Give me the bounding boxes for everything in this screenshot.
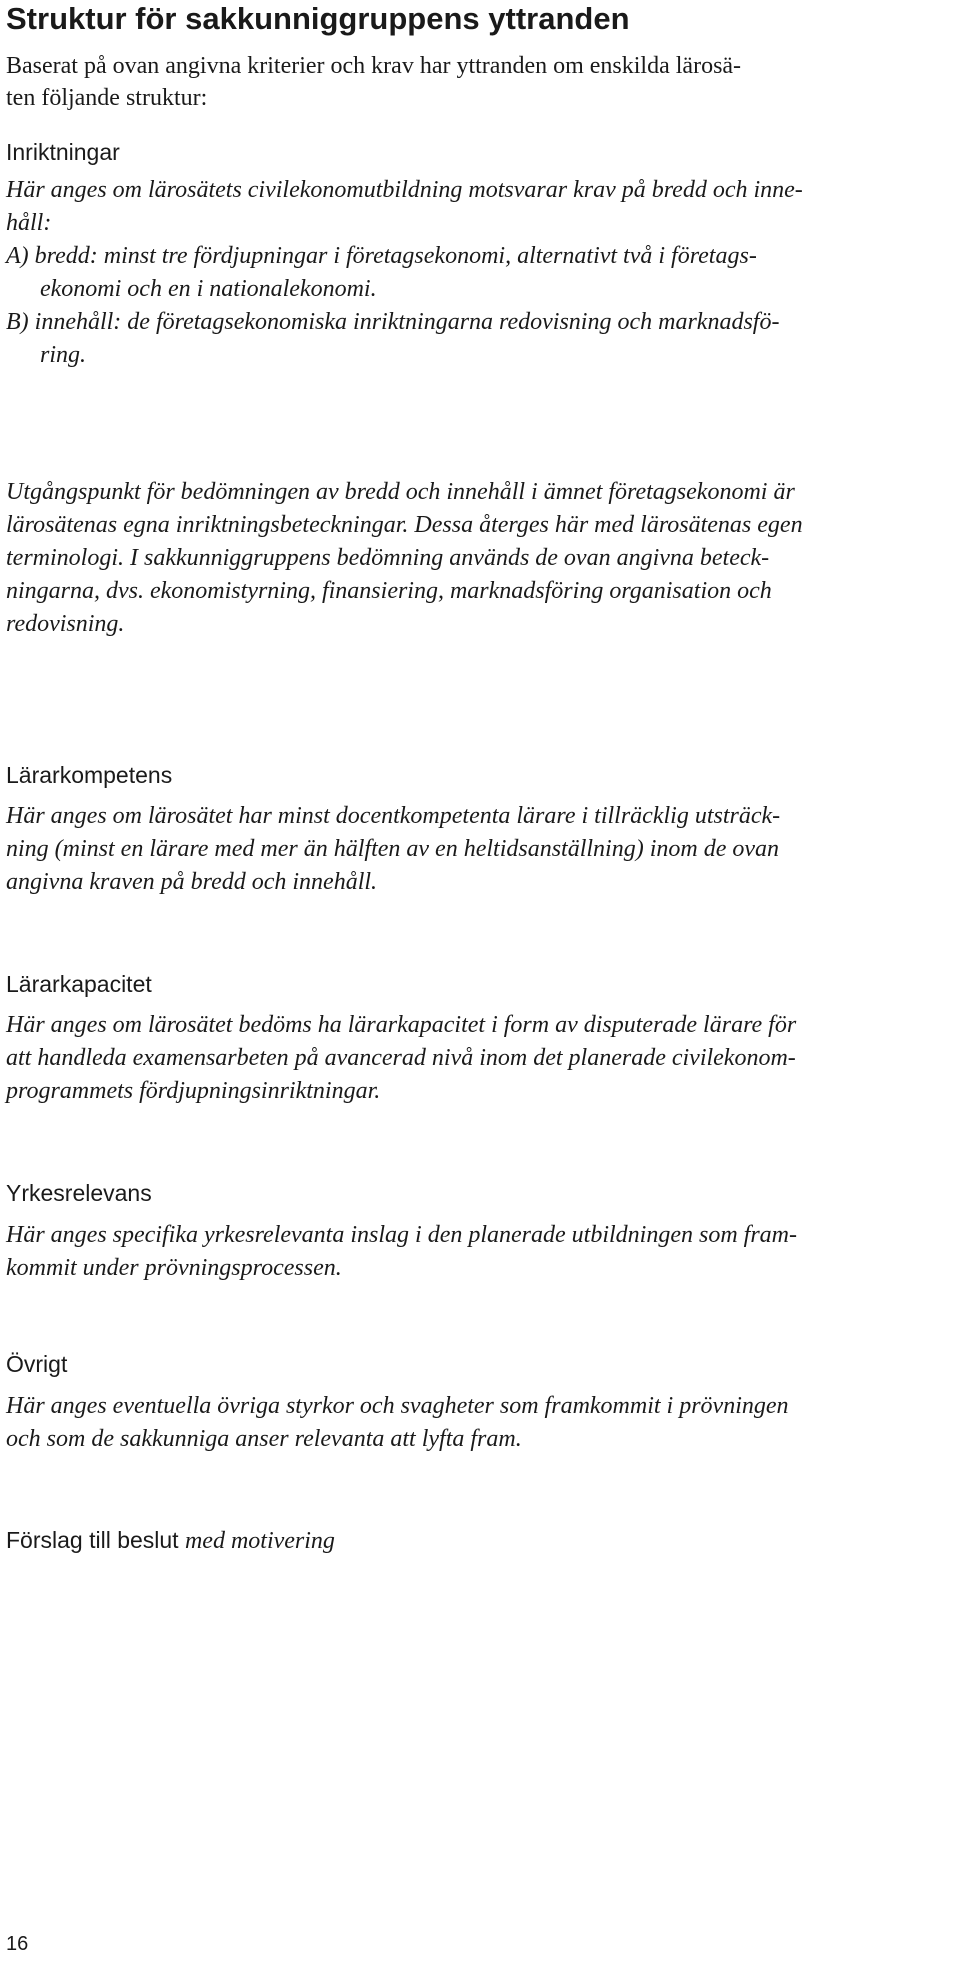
inriktningar-line: Här anges om lärosätets civilekonomutbildning motsvarar krav på bredd och inne-: [6, 177, 803, 203]
lararkompetens-line: Här anges om lärosätet har minst docentkompetenta lärare i tillräcklig utsträck-: [6, 803, 781, 829]
inriktningar-paragraph: [6, 174, 950, 372]
inriktningar-item-a-cont: ekonomi och en i nationalekonomi.: [40, 276, 377, 302]
ovrigt-line: och som de sakkunniga anser relevanta att lyfta fram.: [6, 1426, 522, 1452]
inriktningar-p2-line: ningarna, dvs. ekonomistyrning, finansiering, marknadsföring organisation och: [6, 578, 772, 604]
decision-motivation: med motivering: [184, 1528, 335, 1554]
inriktningar-p2-line: Utgångspunkt för bedömningen av bredd och innehåll i ämnet företagsekonomi är: [6, 479, 795, 505]
inriktningar-p2-line: lärosätenas egna inriktningsbeteckningar. Dessa återges här med lärosätenas egen: [6, 512, 803, 538]
page-number: 16: [6, 1933, 29, 1955]
decision-heading: [6, 1525, 335, 1556]
ovrigt-line: Här anges eventuella övriga styrkor och svagheter som framkommit i prövningen: [6, 1393, 789, 1419]
lararkapacitet-line: att handleda examensarbeten på avancerad nivå inom det planerade civilekonom-: [6, 1045, 796, 1071]
section-heading-ovrigt: Övrigt: [6, 1351, 68, 1377]
inriktningar-item-b: B) innehåll: de företagsekonomiska inriktningarna redovisning och marknadsfö-: [6, 309, 780, 335]
inriktningar-p2-line: terminologi. I sakkunniggruppens bedömning används de ovan angivna beteck-: [6, 545, 770, 571]
inriktningar-paragraph-2: [6, 476, 950, 641]
intro-line: Baserat på ovan angivna kriterier och krav har yttranden om enskilda lärosä-: [6, 53, 742, 79]
inriktningar-item-b-cont: ring.: [40, 342, 87, 368]
decision-label: Förslag till beslut: [6, 1527, 179, 1553]
inriktningar-item-a: A) bredd: minst tre fördjupningar i företagsekonomi, alternativt två i företags-: [6, 243, 757, 269]
yrkesrelevans-line: kommit under prövningsprocessen.: [6, 1255, 342, 1281]
intro-paragraph: [6, 50, 950, 114]
ovrigt-paragraph: [6, 1390, 950, 1456]
lararkapacitet-paragraph: [6, 1009, 950, 1108]
inriktningar-line: håll:: [6, 210, 52, 236]
lararkapacitet-line: programmets fördjupningsinriktningar.: [6, 1078, 381, 1104]
intro-line: ten följande struktur:: [6, 85, 208, 111]
inriktningar-p2-line: redovisning.: [6, 611, 125, 637]
section-heading-lararkapacitet: Lärarkapacitet: [6, 971, 152, 997]
lararkompetens-line: ning (minst en lärare med mer än hälften av en heltidsanställning) inom de ovan: [6, 836, 780, 862]
section-heading-lararkompetens: Lärarkompetens: [6, 762, 173, 788]
page-title: Struktur för sakkunniggruppens yttranden: [6, 1, 630, 36]
lararkompetens-paragraph: [6, 800, 950, 899]
lararkapacitet-line: Här anges om lärosätet bedöms ha lärarkapacitet i form av disputerade lärare för: [6, 1012, 797, 1038]
section-heading-yrkesrelevans: Yrkesrelevans: [6, 1180, 152, 1206]
section-heading-inriktningar: Inriktningar: [6, 139, 120, 165]
lararkompetens-line: angivna kraven på bredd och innehåll.: [6, 869, 378, 895]
yrkesrelevans-paragraph: [6, 1219, 950, 1285]
yrkesrelevans-line: Här anges specifika yrkesrelevanta inslag i den planerade utbildningen som fram-: [6, 1222, 797, 1248]
